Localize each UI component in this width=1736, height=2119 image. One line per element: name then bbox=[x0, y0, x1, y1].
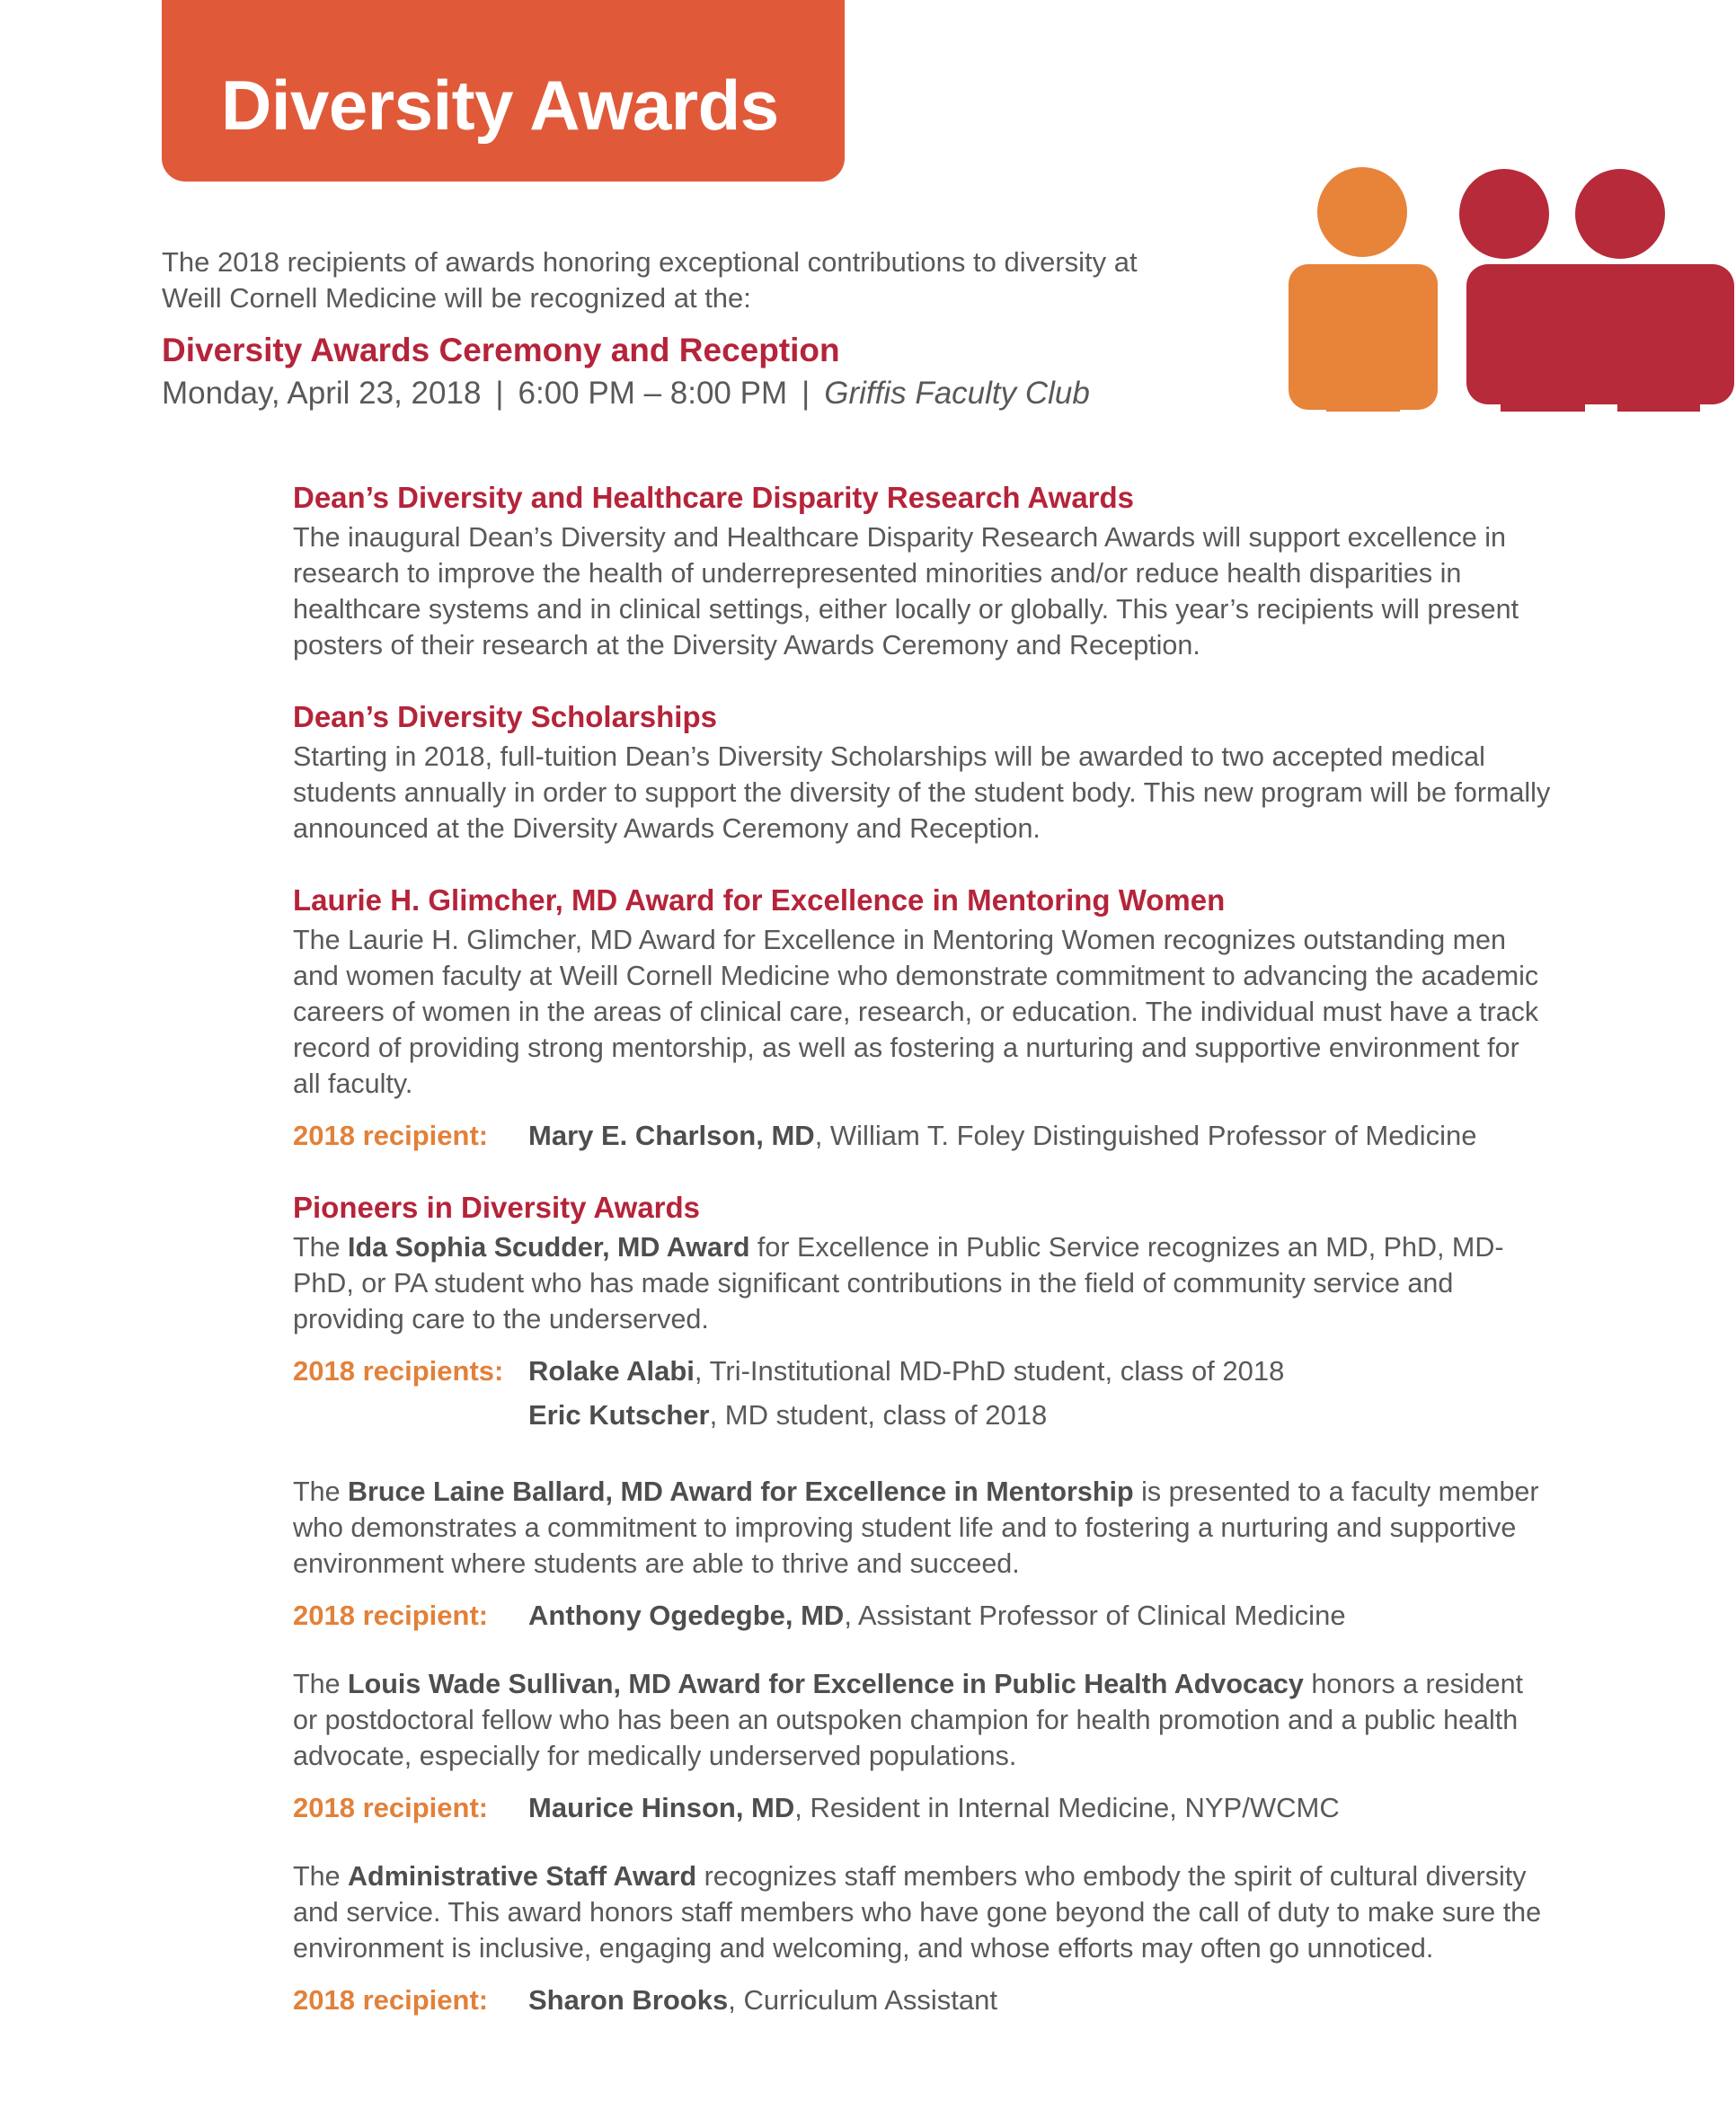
recipient-row bbox=[293, 1118, 1551, 1154]
person-head-red-1 bbox=[1459, 169, 1549, 259]
recipient-role: , William T. Foley Distinguished Professor of Medicine bbox=[814, 1120, 1477, 1151]
award-text: The Administrative Staff Award recognizes staff members who embody the spirit of cultural diversity and service. This award honors staff members who have gone beyond the call of duty to make sure the environment is inclusive, engaging and welcoming, and whose efforts may often go unnoticed. bbox=[293, 1861, 1542, 1964]
person-body-red bbox=[1466, 264, 1734, 404]
recipient-role: , Tri-Institutional MD-PhD student, class of 2018 bbox=[694, 1355, 1285, 1387]
recipient-label: 2018 recipient: bbox=[293, 1984, 489, 2016]
event-time: 6:00 PM – 8:00 PM bbox=[518, 376, 788, 411]
section-text: The Laurie H. Glimcher, MD Award for Excellence in Mentoring Women recognizes outstanding men and women faculty at Weill Cornell Medicine who demonstrate commitment to advancing the academic careers of women in the areas of clinical care, research, or education. The individual must have a track record of providing strong mentorship, as well as fostering a nurturing and supportive environment for all faculty. bbox=[293, 925, 1539, 1099]
award-name: Louis Wade Sullivan, MD Award for Excellence in Public Health Advocacy bbox=[348, 1669, 1304, 1699]
event-date: Monday, April 23, 2018 bbox=[162, 376, 482, 411]
recipient-name: Maurice Hinson, MD bbox=[528, 1792, 795, 1823]
section-text: Starting in 2018, full-tuition Dean’s Diversity Scholarships will be awarded to two accepted medical students annually in order to support the diversity of the student body. This new program will be formally announced at the Diversity Awards Ceremony and Reception. bbox=[293, 741, 1551, 844]
intro-text: The 2018 recipients of awards honoring exceptional contributions to diversity at Weill Cornell Medicine will be recognized at the: bbox=[162, 246, 1138, 314]
section-text: The inaugural Dean’s Diversity and Healthcare Disparity Research Awards will support excellence in research to improve the health of underrepresented minorities and/or reduce health disparities in healthcare systems and in clinical settings, either locally or globally. This year’s recipients will present posters of their research at the Diversity Awards Ceremony and Reception. bbox=[293, 522, 1519, 661]
section-title: Pioneers in Diversity Awards bbox=[293, 1191, 701, 1224]
event-details bbox=[162, 372, 1090, 415]
recipient-label: 2018 recipient: bbox=[293, 1792, 489, 1823]
awards-content bbox=[293, 476, 1551, 2051]
section-title: Dean’s Diversity Scholarships bbox=[293, 700, 717, 733]
recipient-row bbox=[293, 1790, 1551, 1826]
award-text: The Louis Wade Sullivan, MD Award for Excellence in Public Health Advocacy honors a resident or postdoctoral fellow who has been an outspoken champion for health promotion and a public health advocate, especially for medically underserved populations. bbox=[293, 1669, 1524, 1771]
recipient-label: 2018 recipient: bbox=[293, 1120, 489, 1151]
award-text: The Ida Sophia Scudder, MD Award for Excellence in Public Service recognizes an MD, PhD, MD-PhD, or PA student who has made significant contributions in the field of community service and providing care to the underserved. bbox=[293, 1232, 1504, 1334]
person-head-red-2 bbox=[1575, 169, 1665, 259]
award-text: The Bruce Laine Ballard, MD Award for Excellence in Mentorship is presented to a faculty member who demonstrates a commitment to improving student life and to fostering a nurturing and supportive environment where students are able to thrive and succeed. bbox=[293, 1476, 1539, 1579]
award-name: Administrative Staff Award bbox=[348, 1861, 697, 1892]
recipient-name: Rolake Alabi bbox=[528, 1355, 695, 1387]
recipient-name: Eric Kutscher bbox=[528, 1399, 710, 1431]
recipient-role: , Assistant Professor of Clinical Medicine bbox=[844, 1600, 1346, 1631]
person-body-orange bbox=[1289, 264, 1438, 410]
section-title: Laurie H. Glimcher, MD Award for Excellence in Mentoring Women bbox=[293, 883, 1226, 917]
people-icon bbox=[1285, 164, 1734, 415]
recipient-row bbox=[293, 1598, 1551, 1634]
scudder-award bbox=[293, 1229, 1551, 1441]
event-title: Diversity Awards Ceremony and Reception bbox=[162, 332, 840, 368]
section-title: Dean’s Diversity and Healthcare Disparity Research Awards bbox=[293, 481, 1135, 514]
glimcher-award-section bbox=[293, 879, 1551, 1154]
recipient-role: , Curriculum Assistant bbox=[728, 1984, 997, 2016]
research-awards-section bbox=[293, 476, 1551, 663]
award-name: Bruce Laine Ballard, MD Award for Excellence in Mentorship bbox=[348, 1476, 1134, 1507]
staff-award bbox=[293, 1858, 1551, 2018]
ballard-award bbox=[293, 1474, 1551, 1634]
event-location: Griffis Faculty Club bbox=[824, 376, 1090, 411]
award-name: Ida Sophia Scudder, MD Award bbox=[348, 1232, 750, 1263]
sullivan-award bbox=[293, 1666, 1551, 1826]
recipient-row bbox=[293, 1353, 1551, 1441]
person-head-orange bbox=[1317, 167, 1407, 257]
recipient-name: Sharon Brooks bbox=[528, 1984, 729, 2016]
recipient-role: , MD student, class of 2018 bbox=[709, 1399, 1048, 1431]
scholarships-section bbox=[293, 696, 1551, 847]
page-title: Diversity Awards bbox=[221, 66, 779, 145]
separator: | bbox=[495, 376, 504, 411]
recipient-role: , Resident in Internal Medicine, NYP/WCMC bbox=[794, 1792, 1340, 1823]
recipient-label: 2018 recipient: bbox=[293, 1600, 489, 1631]
recipient-name: Anthony Ogedegbe, MD bbox=[528, 1600, 845, 1631]
recipient-name: Mary E. Charlson, MD bbox=[528, 1120, 815, 1151]
title-banner bbox=[162, 0, 845, 182]
recipient-row bbox=[293, 1982, 1551, 2018]
pioneers-section bbox=[293, 1186, 1551, 2018]
separator: | bbox=[802, 376, 810, 411]
recipient-label: 2018 recipients: bbox=[293, 1355, 504, 1387]
